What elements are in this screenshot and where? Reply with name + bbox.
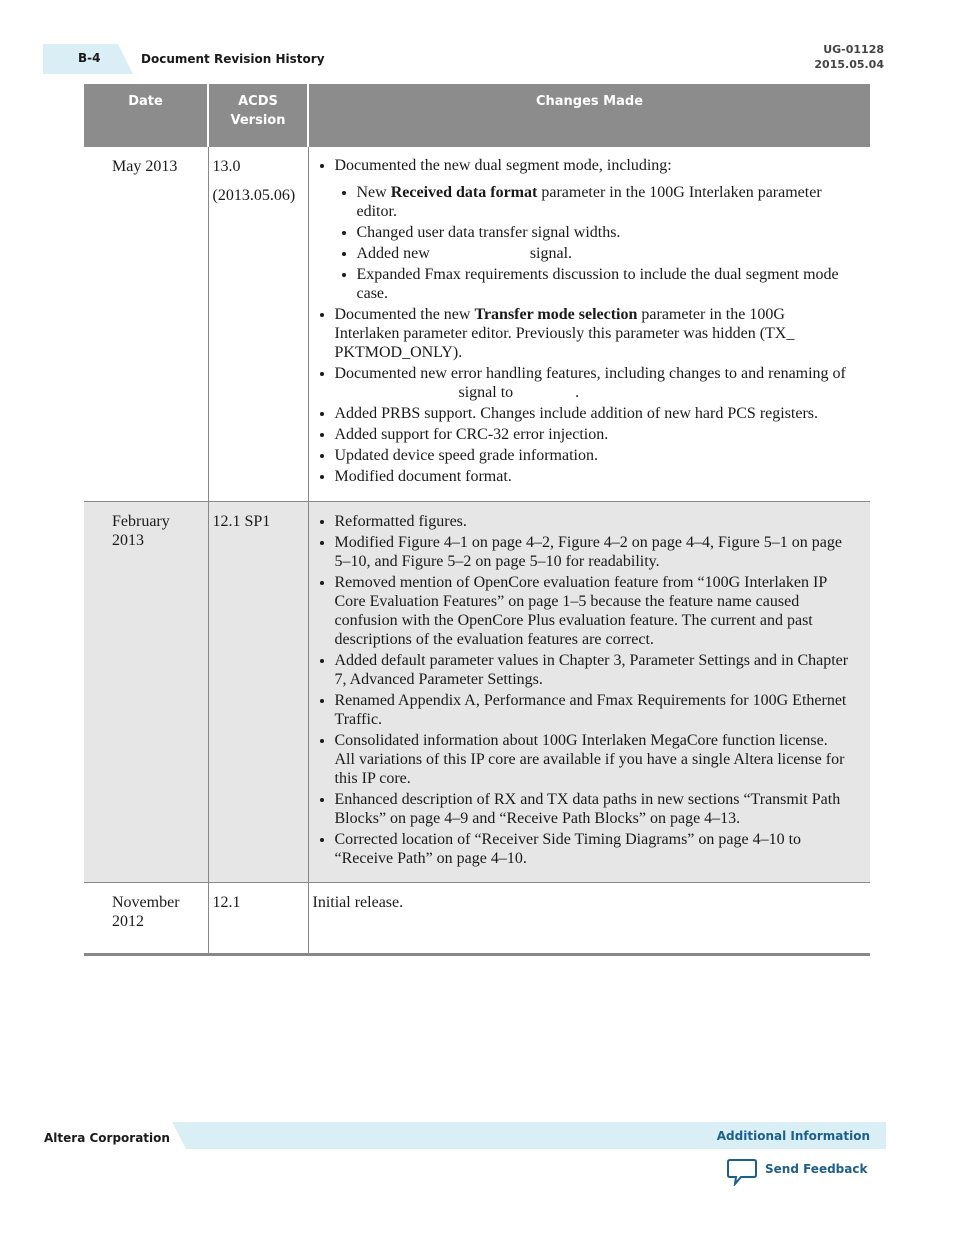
page-number: B-4 [78,51,101,65]
table-row [84,883,870,955]
parameter-name: Transfer mode selection [474,306,638,323]
change-text: Added support for CRC-32 error injection. [334,426,609,443]
list-item: • Consolidated information about 100G Interlaken MegaCore function license. All variations of this IP core are available if you have a single Altera license for this IP core. [335,731,851,788]
parameter-name: Received data format [390,184,538,201]
change-text: parameter in the 100G Interlaken parameter editor. Previously this parameter was hidden (TX_ PKTMOD_ONLY). [334,306,795,361]
company-name: Altera Corporation [44,1131,170,1145]
version-number: 13.0 [212,158,241,175]
change-text: New [356,184,391,201]
list-item [357,265,851,303]
list-item: • Corrected location of “Receiver Side Timing Diagrams” on page 4–10 to “Receive Path” on page 4–10. [335,830,851,868]
list-item [335,156,851,303]
list-item [335,305,851,362]
change-text: Changed user data transfer signal widths. [356,224,621,241]
changes-list [313,156,851,486]
table-header-row [84,84,870,147]
change-text: Documented the new [334,306,475,323]
row-date: May 2013 [84,147,208,502]
change-text: Added PRBS support. Changes include addition of new hard PCS registers. [334,405,819,422]
change-text: signal. [529,245,573,262]
change-text: Expanded Fmax requirements discussion to include the dual segment mode case. [356,266,839,302]
list-item [335,467,851,486]
section-title: Document Revision History [141,52,325,66]
row-changes [308,502,870,883]
list-item [357,223,851,242]
row-version: 12.1 SP1 [208,502,308,883]
document-id: UG-01128 [823,43,884,56]
change-text: Updated device speed grade information. [334,447,598,464]
change-text: Documented the new dual segment mode, including: [334,157,672,174]
row-version: 12.1 [208,883,308,955]
change-text: parameter in the 100G Interlaken parameter editor. [356,184,822,220]
list-item: • Removed mention of OpenCore evaluation feature from “100G Interlaken IP Core Evaluation Features” on page 1–5 because the feature name caused confusion with the OpenCore Plus evaluation feature. The current and past descriptions of the evaluation features are correct. [335,573,851,649]
list-item: • Added default parameter values in Chapter 3, Parameter Settings and in Chapter 7, Advanced Parameter Settings. [335,651,851,689]
changes-list [313,512,851,868]
document-date: 2015.05.04 [814,58,884,71]
row-changes: Initial release. [308,883,870,955]
change-text: Modified document format. [334,468,512,485]
row-date: February 2013 [84,502,208,883]
send-feedback-link[interactable]: Send Feedback [765,1162,868,1176]
header-changes-made: Changes Made [308,84,870,147]
table-row [84,147,870,502]
list-item [335,425,851,444]
list-item: • Enhanced description of RX and TX data paths in new sections “Transmit Path Blocks” on page 4–9 and “Receive Path Blocks” on page 4–13. [335,790,851,828]
list-item: • Modified Figure 4–1 on page 4–2, Figure 4–2 on page 4–4, Figure 5–1 on page 5–10, and Figure 5–2 on page 5–10 for readability. [335,533,851,571]
list-item [335,446,851,465]
change-text: Documented new error handling features, including changes to and renaming of [334,365,846,382]
row-changes [308,147,870,502]
speech-bubble-icon[interactable] [727,1158,757,1186]
header-date: Date [84,84,208,147]
header-acds-version: ACDS Version [208,84,308,147]
version-build-date: (2013.05.06) [212,187,296,204]
list-item: • Reformatted figures. [335,512,851,531]
sub-changes-list [335,183,851,303]
list-item [357,244,851,263]
list-item [357,183,851,221]
row-version [208,147,308,502]
row-date: November 2012 [84,883,208,955]
change-text: signal to [458,384,514,401]
change-text: . [575,384,580,401]
list-item [335,364,851,402]
table-row [84,502,870,883]
change-text: Added new [356,245,430,262]
additional-information-link[interactable]: Additional Information [716,1129,870,1143]
list-item [335,404,851,423]
revision-history-table [84,84,870,956]
list-item: • Renamed Appendix A, Performance and Fmax Requirements for 100G Ethernet Traffic. [335,691,851,729]
